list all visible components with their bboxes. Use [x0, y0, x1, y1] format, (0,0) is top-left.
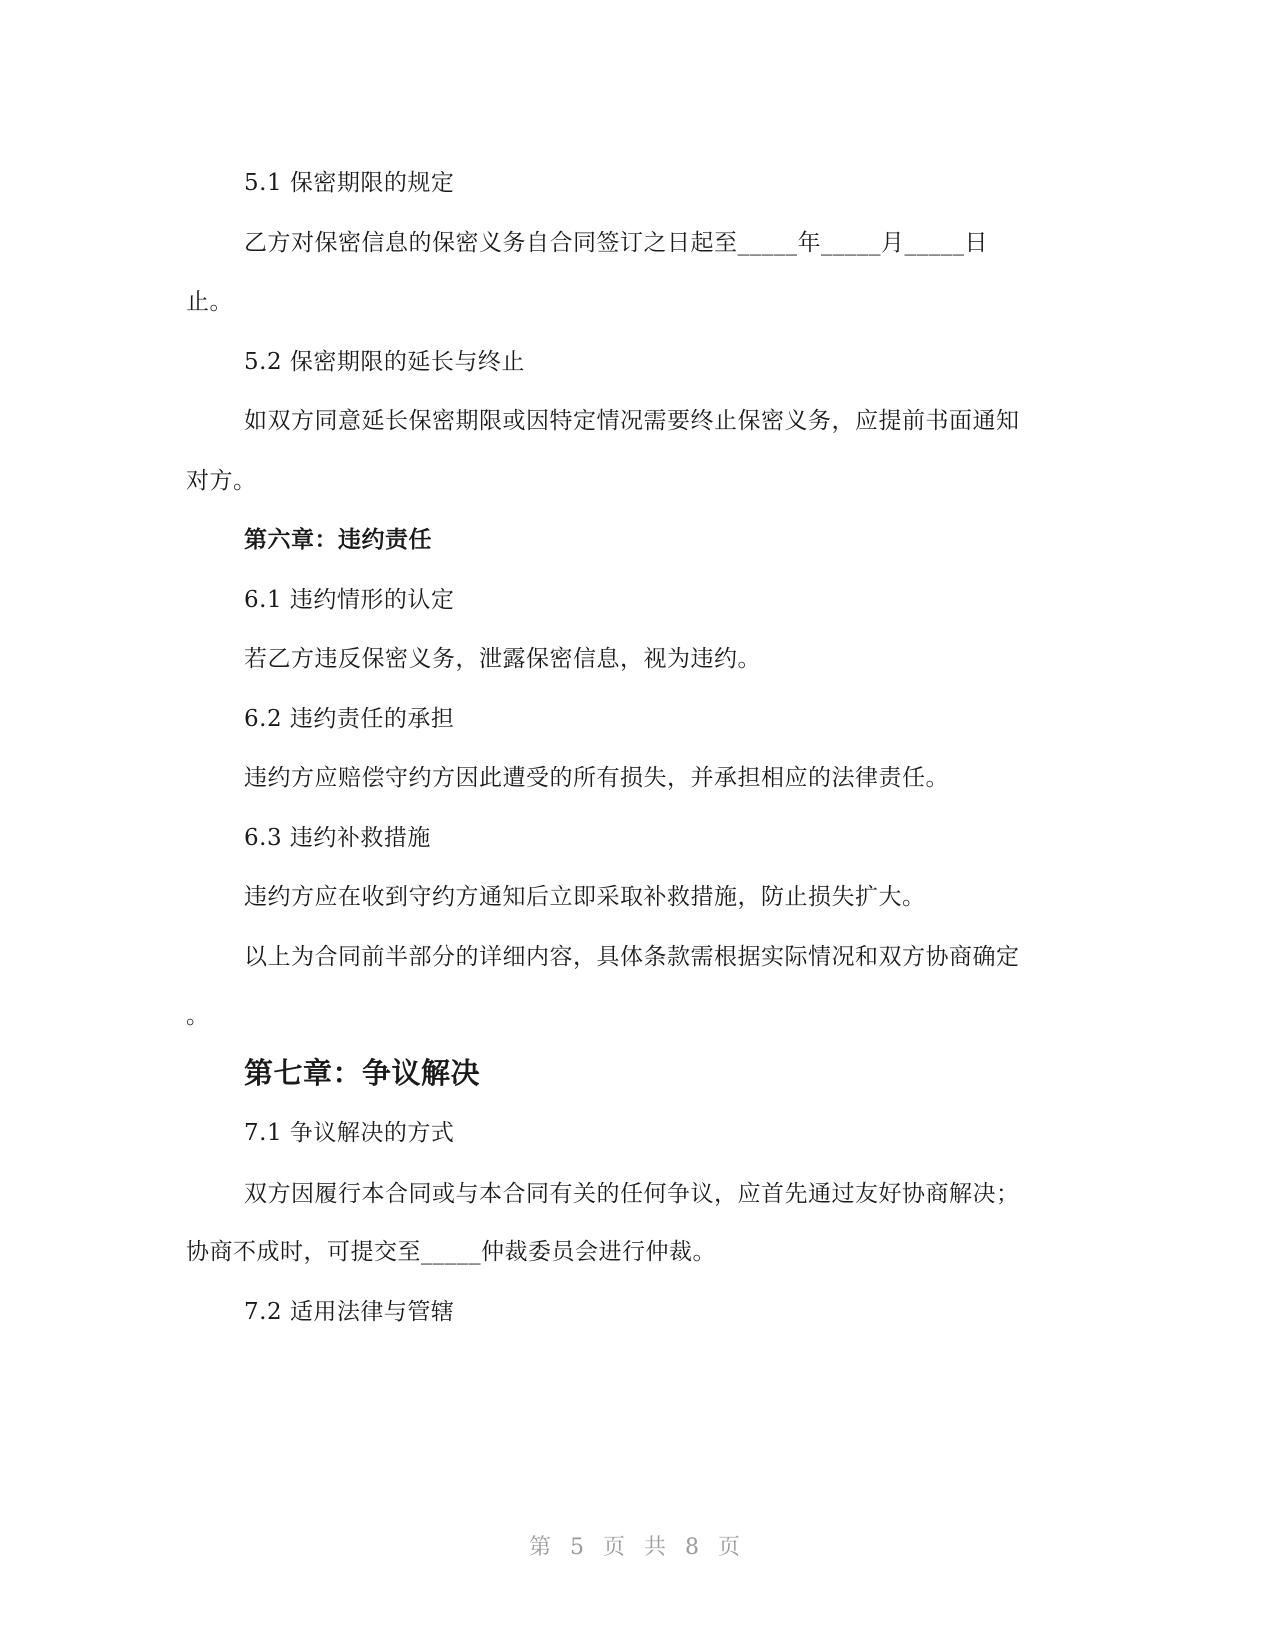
paragraph-line: 。 — [186, 1003, 210, 1029]
paragraph-line: 违约方应在收到守约方通知后立即采取补救措施，防止损失扩大。 — [244, 884, 926, 910]
paragraph-line: 对方。 — [186, 468, 257, 494]
section-6-3-heading: 6.3 违约补救措施 — [244, 825, 431, 851]
page-number-footer: 第 5 页 共 8 页 — [529, 1535, 746, 1560]
section-7-1-heading: 7.1 争议解决的方式 — [244, 1120, 455, 1146]
section-5-1-heading: 5.1 保密期限的规定 — [244, 170, 455, 196]
chapter-7-heading: 第七章：争议解决 — [244, 1056, 481, 1090]
section-6-2-heading: 6.2 违约责任的承担 — [244, 706, 455, 732]
paragraph-line: 乙方对保密信息的保密义务自合同签订之日起至_____年_____月_____日 — [244, 230, 988, 256]
chapter-6-heading: 第六章：违约责任 — [244, 527, 432, 553]
paragraph-line: 若乙方违反保密义务，泄露保密信息，视为违约。 — [244, 646, 761, 672]
section-7-2-heading: 7.2 适用法律与管辖 — [244, 1299, 455, 1325]
section-6-1-heading: 6.1 违约情形的认定 — [244, 587, 455, 613]
paragraph-line: 双方因履行本合同或与本合同有关的任何争议，应首先通过友好协商解决； — [244, 1181, 1020, 1207]
paragraph-line: 止。 — [186, 289, 233, 315]
section-5-2-heading: 5.2 保密期限的延长与终止 — [244, 349, 525, 375]
paragraph-line: 以上为合同前半部分的详细内容，具体条款需根据实际情况和双方协商确定 — [244, 944, 1020, 970]
paragraph-line: 违约方应赔偿守约方因此遭受的所有损失，并承担相应的法律责任。 — [244, 765, 949, 791]
paragraph-line: 协商不成时，可提交至_____仲裁委员会进行仲裁。 — [186, 1239, 716, 1265]
paragraph-line: 如双方同意延长保密期限或因特定情况需要终止保密义务，应提前书面通知 — [244, 408, 1020, 434]
